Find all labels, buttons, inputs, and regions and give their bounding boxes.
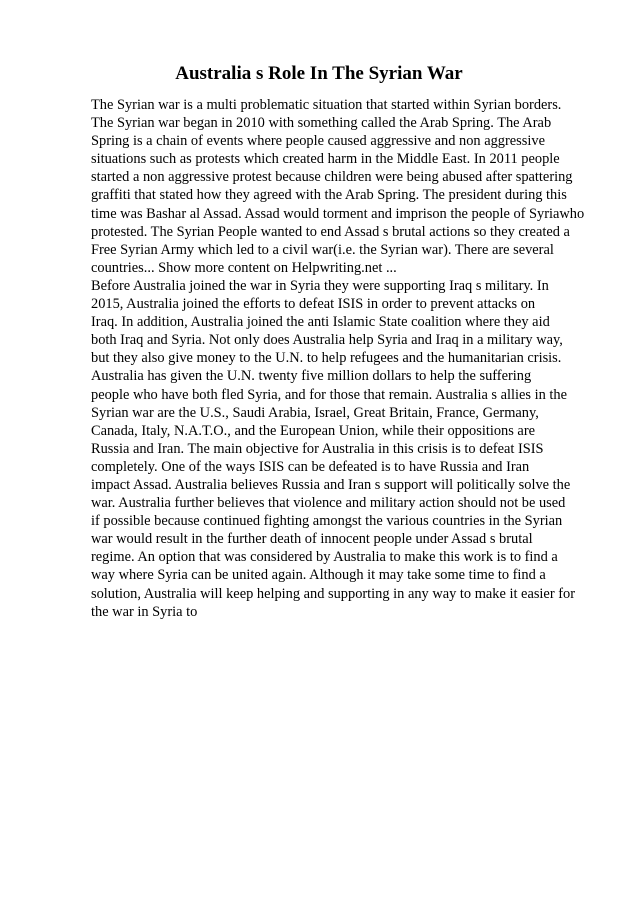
text-line: Australia has given the U.N. twenty five million dollars to help the suffering (91, 368, 532, 385)
text-line: situations such as protests which created harm in the Middle East. In 2011 people (91, 151, 560, 168)
text-line: Spring is a chain of events where people caused aggressive and non aggressive (91, 133, 545, 150)
text-line: both Iraq and Syria. Not only does Australia help Syria and Iraq in a military way, (91, 332, 563, 349)
text-line: time was Bashar al Assad. Assad would torment and imprison the people of Syriawho (91, 205, 585, 222)
show-more-line: countries... Show more content on Helpwriting.net ... (91, 259, 397, 276)
text-line: if possible because continued fighting amongst the various countries in the Syrian (91, 513, 563, 530)
text-line: Free Syrian Army which led to a civil war(i.e. the Syrian war). There are several (91, 241, 554, 258)
text-line: Russia and Iran. The main objective for Australia in this crisis is to defeat ISIS (91, 440, 544, 457)
text-line: started a non aggressive protest because children were being abused after spattering (91, 169, 573, 186)
text-line: impact Assad. Australia believes Russia and Iran s support will politically solve the (91, 476, 571, 493)
text-line: regime. An option that was considered by Australia to make this work is to find a (91, 549, 558, 566)
text-line: The Syrian war is a multi problematic situation that started within Syrian borders. (91, 97, 562, 113)
page-title: Australia s Role In The Syrian War (175, 63, 463, 84)
text-line: the war in Syria to (91, 603, 198, 620)
text-line: 2015, Australia joined the efforts to defeat ISIS in order to prevent attacks on (91, 296, 536, 313)
text-line: people who have both fled Syria, and for those that remain. Australia s allies in the (91, 386, 567, 403)
text-line: graffiti that stated how they agreed with the Arab Spring. The president during this (91, 187, 567, 204)
text-line: Canada, Italy, N.A.T.O., and the European Union, while their oppositions are (91, 422, 535, 439)
text-line: way where Syria can be united again. Although it may take some time to find a (91, 567, 546, 584)
text-line: war. Australia further believes that violence and military action should not be used (91, 495, 566, 512)
text-line: completely. One of the ways ISIS can be defeated is to have Russia and Iran (91, 458, 530, 475)
text-line: solution, Australia will keep helping and supporting in any way to make it easier for (91, 585, 575, 602)
text-line: Iraq. In addition, Australia joined the anti Islamic State coalition where they aid (91, 314, 550, 331)
text-line: Before Australia joined the war in Syria they were supporting Iraq s military. In (91, 277, 549, 294)
text-line: protested. The Syrian People wanted to end Assad s brutal actions so they created a (91, 223, 570, 240)
text-line: Syrian war are the U.S., Saudi Arabia, Israel, Great Britain, France, Germany, (91, 404, 539, 421)
text-line: war would result in the further death of innocent people under Assad s brutal (91, 531, 533, 548)
text-line: The Syrian war began in 2010 with something called the Arab Spring. The Arab (91, 115, 552, 132)
article-body (91, 96, 591, 621)
text-line: but they also give money to the U.N. to help refugees and the humanitarian crisis. (91, 350, 562, 367)
